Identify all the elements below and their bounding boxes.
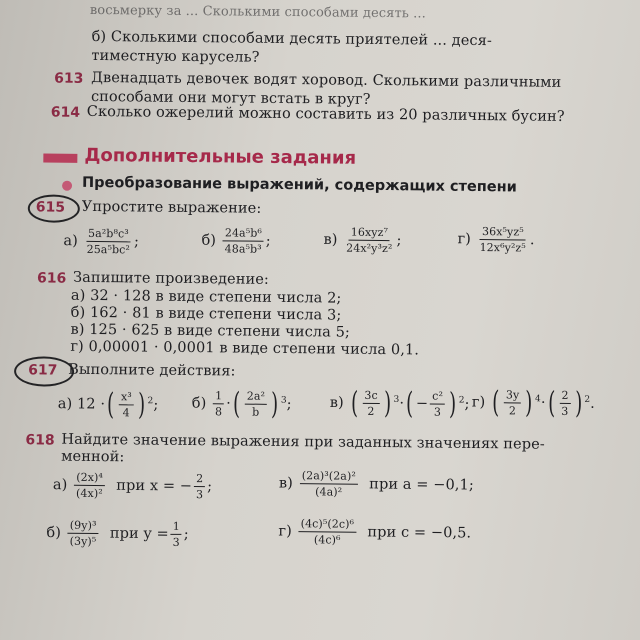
fraction (430, 390, 445, 419)
denominator: (4a)² (315, 485, 343, 499)
numerator: c² (430, 390, 445, 405)
exercise-616-item-d: г) 0,00001 · 0,0001 в виде степени числа 0,1. (70, 338, 420, 359)
exercise-614-line-1: Сколько ожерелий можно составить из 20 различных бусин? (86, 103, 565, 125)
item-label: в) (278, 475, 294, 492)
fraction (85, 227, 133, 256)
coefficient: 12 · (76, 396, 106, 413)
numerator: (2x)⁴ (74, 471, 105, 486)
ex615-item-a: а) $\frac{\text{5a²b⁸c³}}{\text{25a⁵bc²}}$ ; (63, 226, 140, 257)
denominator: (4x)² (76, 486, 103, 501)
denominator: b (252, 405, 260, 419)
ex617-item-c: в) ( $\frac{3c}{2}$ ) $^3$·( − $\frac{\text{c²}}{3}$ ) $^2$; (329, 385, 470, 422)
denominator: 48a⁵b³ (224, 242, 262, 256)
top-line-1: б) Сколькими способами десять приятелей ... деся- (91, 28, 492, 50)
numerator: 2 (194, 472, 205, 487)
numerator: (9y)³ (68, 519, 99, 534)
item-label: в) (323, 231, 338, 249)
fraction (559, 389, 570, 418)
exercise-616-prompt: Запишите произведение: (73, 269, 270, 288)
item-label: а) (57, 396, 73, 413)
numerator: 1 (171, 520, 182, 535)
exercise-616-item-b: б) 162 · 81 в виде степени числа 3; (70, 304, 342, 324)
denominator: 3 (433, 405, 442, 419)
fraction (245, 390, 268, 419)
fraction (194, 472, 205, 501)
denominator: 4 (122, 406, 130, 420)
numerator: 2 (559, 389, 570, 404)
exercise-616-number: 616 (37, 270, 67, 287)
exponent: 3 (280, 395, 287, 406)
denominator: 8 (214, 405, 223, 419)
exercise-615-prompt: Упростите выражение: (81, 198, 262, 217)
fraction (344, 226, 395, 256)
item-label: г) (471, 394, 486, 411)
numerator: 3y (504, 388, 522, 403)
fraction (74, 471, 105, 500)
top-line-0: восьмерку за ... Сколькими способами десять ... (89, 2, 426, 22)
section-bar-marker (43, 153, 77, 162)
item-label: г) (457, 231, 472, 248)
condition: при y = (109, 525, 169, 543)
numerator: 5a²b⁸c³ (86, 227, 131, 242)
numerator: (2a)³(2a)² (300, 469, 358, 485)
exponent: 2 (458, 395, 465, 406)
exercise-616-item-c: в) 125 · 625 в виде степени числа 5; (70, 321, 351, 341)
item-label: б) (46, 525, 62, 542)
ex618-item-d (278, 517, 471, 548)
numerator: 16xyz⁷ (349, 226, 390, 241)
exponent: 2 (584, 394, 591, 405)
exercise-617-prompt: Выполните действия: (68, 361, 236, 380)
fraction (171, 520, 182, 549)
exercise-614-number: 614 (50, 104, 81, 121)
denominator: (4c)⁶ (313, 533, 341, 547)
fraction (68, 519, 99, 548)
numerator: x³ (119, 390, 134, 405)
exercise-616-item-a: а) 32 · 128 в виде степени числа 2; (70, 287, 342, 307)
item-label: а) (63, 233, 79, 250)
ex618-item-b: б) $\frac{\text{(9y)³}}{\text{(3y)⁵}}$ при y = $\frac{1}{3}$ ; (46, 518, 189, 549)
exercise-615-number: 615 (35, 199, 66, 216)
condition: при a = −0,1; (369, 476, 474, 494)
denominator: 2 (508, 404, 517, 418)
condition: при c = −0,5. (367, 524, 472, 542)
fraction (478, 225, 529, 255)
numerator: 1 (213, 389, 224, 404)
numerator: (4c)⁵(2c)⁶ (299, 517, 356, 533)
numerator: 2a² (245, 390, 267, 405)
fraction (223, 226, 264, 255)
exercise-617-number: 617 (28, 362, 58, 379)
ex615-item-c: в) $\frac{\text{16xyz⁷}}{\text{24x²y³z²}}$ ; (323, 225, 402, 256)
denominator: 3 (195, 488, 204, 502)
exercise-618-number: 618 (25, 432, 55, 449)
exercise-618-line-1: Найдите значение выражения при заданных значениях пере- (61, 431, 545, 453)
fraction (300, 469, 358, 499)
fraction (213, 389, 224, 418)
exponent: 4 (535, 394, 541, 405)
denominator: 25a⁵bc² (86, 242, 130, 257)
item-label: в) (329, 394, 344, 412)
numerator: 24a⁵b⁶ (223, 226, 264, 241)
bullet-icon (62, 181, 72, 191)
exercise-613-number: 613 (54, 70, 84, 87)
denominator: 24x²y³z² (346, 241, 393, 256)
exercise-613-line-1: Двенадцать девочек водят хоровод. Сколькими различными (91, 69, 562, 91)
condition: при x = − (116, 477, 193, 495)
denominator: (3y)⁵ (69, 534, 97, 549)
exercise-618-line-2: менной: (61, 448, 125, 466)
fraction (362, 389, 380, 418)
numerator: 36x⁵yz⁵ (480, 225, 526, 240)
denominator: 12x⁶y²z⁵ (479, 241, 526, 255)
item-label: г) (278, 523, 293, 540)
ex618-item-c (279, 469, 474, 500)
ex617-item-b: б) $\frac{1}{8}$ ·( $\frac{\text{2a²}}{b}$ ) $^3$; (191, 386, 292, 422)
numerator: 3c (362, 389, 380, 404)
fraction (119, 390, 134, 419)
item-label: а) (52, 477, 68, 494)
denominator: 3 (561, 404, 569, 418)
section-title: Дополнительные задания (84, 144, 357, 169)
ex617-item-a: а) 12 ·( $\frac{\text{x³}}{4}$ ) $^2$; (57, 387, 159, 423)
exercise-613-line-2: способами они могут встать в круг? (90, 88, 371, 108)
item-label: б) (201, 232, 217, 249)
exponent: 3 (393, 394, 400, 405)
denominator: 2 (367, 404, 375, 418)
section-subtitle: Преобразование выражений, содержащих степени (82, 174, 517, 196)
exponent: 2 (147, 396, 154, 407)
ex618-item-a: а) $\frac{\text{(2x)⁴}}{\text{(4x)²}}$ при x = − $\frac{2}{3}$ ; (52, 470, 213, 502)
ex615-item-d: г) $\frac{\text{36x⁵yz⁵}}{\text{12x⁶y²z⁵}}$ . (457, 225, 535, 255)
top-line-2: тиместную карусель? (91, 47, 260, 66)
ex617-item-d: г) ( $\frac{3y}{2}$ ) $^4$·( $\frac{2}{3}$ ) $^2$. (471, 385, 595, 422)
denominator: 3 (172, 535, 180, 549)
ex615-item-b: б) $\frac{\text{24a⁵b⁶}}{\text{48a⁵b³}}$ ; (201, 226, 271, 256)
fraction (298, 517, 356, 547)
fraction (504, 388, 522, 417)
item-label: б) (191, 395, 207, 412)
